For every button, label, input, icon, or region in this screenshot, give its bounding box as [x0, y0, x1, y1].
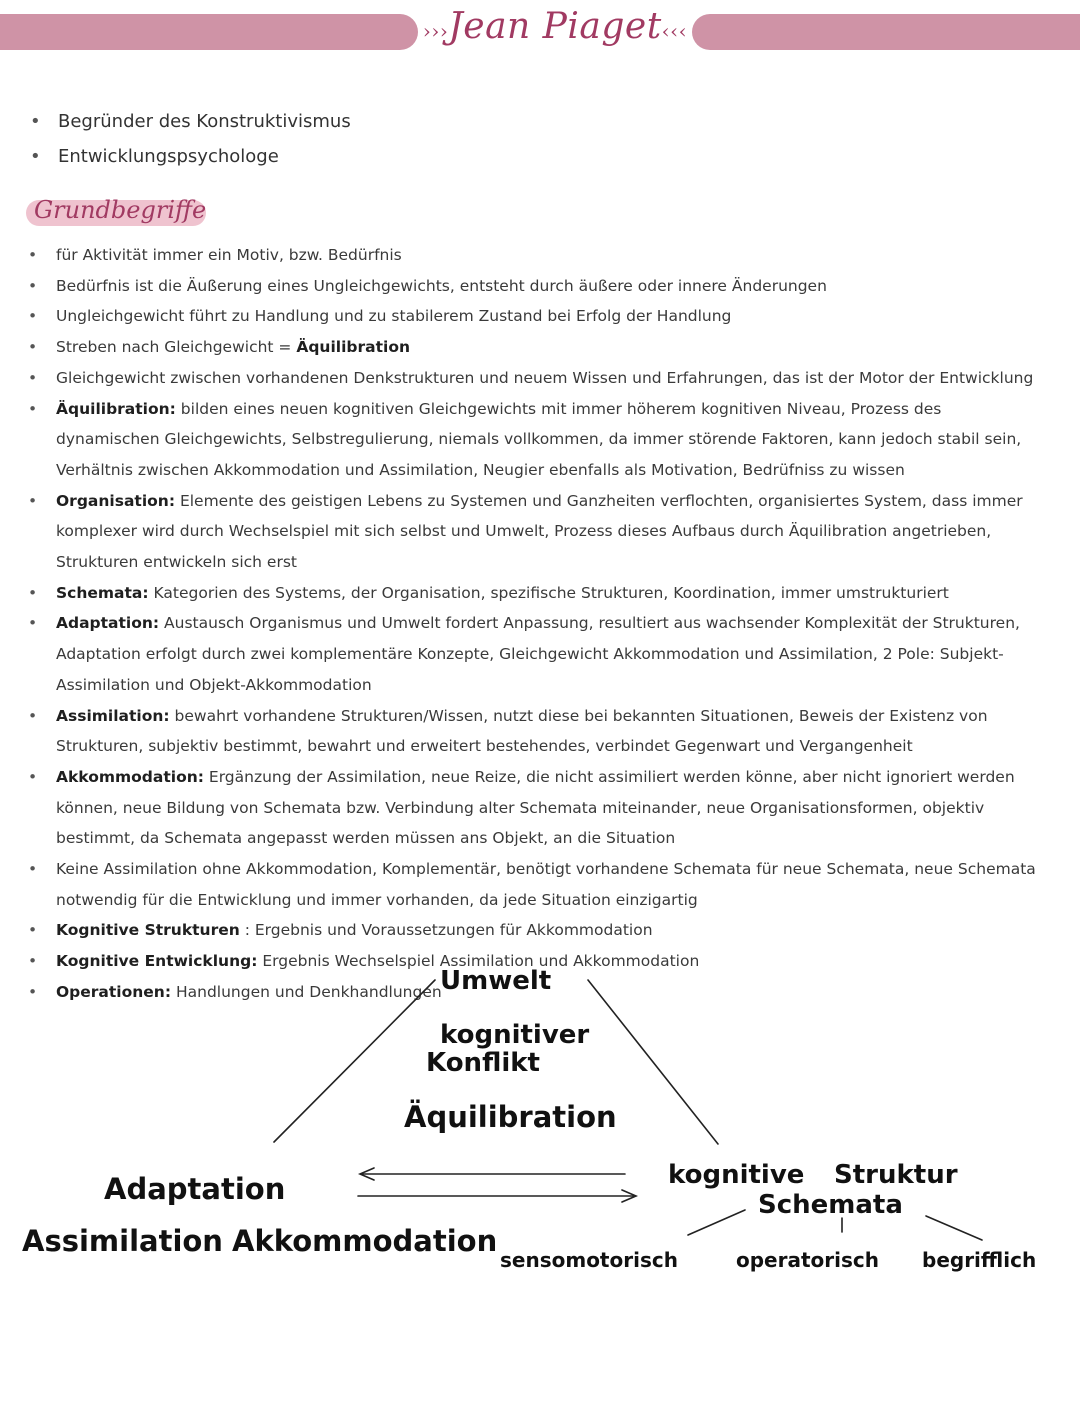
term-text: Elemente des geistigen Lebens zu Systemen und Ganzheiten verflochten, organisiertes System, dass immer komplexer wird durch Wechselspiel mit sich selbst und Umwelt, Prozess dieses Aufbaus durch Äquilibration angetrieben, Strukturen entwickeln sich erst [56, 491, 1023, 572]
intro-item: • Begründer des Konstruktivismus [30, 104, 351, 139]
term-text: Ergebnis Wechselspiel Assimilation und Akkommodation [257, 952, 700, 971]
section-heading: Grundbegriffe [34, 196, 207, 224]
term-item [28, 271, 1048, 302]
term-item [28, 608, 1048, 700]
term-text: bilden eines neuen kognitiven Gleichgewichts mit immer höherem kognitiven Niveau, Prozess des dynamischen Gleichgewichts, Selbstregulierung, niemals vollkommen, da immer störende Faktoren, kann jedoch stabil sein, Verhältnis zwischen Akkommodation und Assimilation, Neugier ebenfalls als Motivation, Bedrüfniss zu wissen [56, 399, 1022, 479]
term-text: Streben nach Gleichgewicht = [56, 338, 297, 357]
terms-list [28, 240, 1048, 1008]
header-banner-left [0, 14, 418, 50]
header-banner-right [692, 14, 1080, 50]
term-item [28, 854, 1048, 915]
term-item [28, 762, 1048, 854]
term-text: : Ergebnis und Voraussetzungen für Akkommodation [239, 921, 653, 940]
term-item [28, 301, 1048, 332]
term-label: Akkommodation: [56, 767, 204, 786]
term-text: Kategorien des Systems, der Organisation, spezifische Strukturen, Koordination, immer umstrukturiert [148, 583, 949, 602]
diagram-left-label: Adaptation [104, 1172, 286, 1206]
term-label: Äquilibration: [56, 399, 176, 418]
term-label: Kognitive Entwicklung: [56, 952, 258, 971]
page-title-text: Jean Piaget [448, 6, 662, 47]
term-item [28, 363, 1048, 394]
chevron-left-decor: ‹‹‹ [661, 19, 688, 43]
term-label: Schemata: [56, 583, 149, 602]
term-text: Ungleichgewicht führt zu Handlung und zu stabilerem Zustand bei Erfolg der Handlung [56, 307, 732, 326]
diagram-branch-1: sensomotorisch [500, 1248, 678, 1272]
diagram-right-label3: Schemata [758, 1190, 903, 1220]
term-item [28, 701, 1048, 762]
term-text: Ergänzung der Assimilation, neue Reize, die nicht assimiliert werden könne, aber nicht ignoriert werden können, neue Bildung von Schemata bzw. Verbindung alter Schemata miteinander, neue Organisationsformen, objektiv bestimmt, da Schemata angepasst werden müssen ans Objekt, an die Situation [56, 767, 1015, 848]
diagram-left-sub2: Akkommodation [232, 1224, 498, 1258]
term-text: für Aktivität immer ein Motiv, bzw. Bedürfnis [56, 246, 402, 264]
diagram-left-sub1: Assimilation [22, 1224, 223, 1258]
term-text: Bedürfnis ist die Äußerung eines Ungleichgewichts, entsteht durch äußere oder innere Änderungen [56, 276, 827, 295]
term-highlight: Äquilibration [296, 338, 411, 357]
piaget-diagram [0, 960, 1080, 1290]
intro-item: • Entwicklungspsychologe [30, 139, 351, 174]
term-label: Operationen: [56, 982, 172, 1001]
page-title [400, 6, 710, 47]
term-text: Austausch Organismus und Umwelt fordert Anpassung, resultiert aus wachsender Komplexität der Strukturen, Adaptation erfolgt durch zwei komplementäre Konzepte, Gleichgewicht Akkommodation und Assimilation, 2 Pole: Subjekt-Assimilation und Objekt-Akkommodation [56, 614, 1020, 694]
diagram-top-label: Umwelt [440, 966, 552, 996]
term-item [28, 486, 1048, 578]
term-label: Organisation: [56, 491, 176, 510]
branch-line-right [926, 1216, 982, 1240]
diagram-center-line2: Konflikt [426, 1048, 540, 1078]
term-item [28, 578, 1048, 609]
term-item [28, 915, 1048, 946]
branch-line-left [688, 1210, 745, 1235]
term-item [28, 332, 1048, 363]
intro-list [30, 104, 351, 174]
diagram-branch-3: begrifflich [922, 1248, 1037, 1272]
term-item [28, 394, 1048, 486]
term-label: Assimilation: [56, 706, 170, 725]
term-text: bewahrt vorhandene Strukturen/Wissen, nutzt diese bei bekannten Situationen, Beweis der Existenz von Strukturen, subjektiv bestimmt, bewahrt und erweitert bestehendes, verbindet Gegenwart und Vergangenheit [56, 706, 988, 756]
term-text: Gleichgewicht zwischen vorhandenen Denkstrukturen und neuem Wissen und Erfahrungen, das ist der Motor der Entwicklung [56, 368, 1034, 387]
diagram-right-label1: kognitive [668, 1160, 805, 1190]
term-label: Adaptation: [56, 614, 160, 633]
diagram-right-label2: Struktur [834, 1160, 958, 1190]
chevron-right-decor: ››› [422, 19, 449, 43]
term-label: Kognitive Strukturen [56, 921, 240, 940]
term-text: Keine Assimilation ohne Akkommodation, Komplementär, benötigt vorhandene Schemata für neue Schemata, neue Schemata notwendig für die Entwicklung und immer vorhanden, da jede Situation einzigartig [56, 860, 1036, 909]
diagram-branch-2: operatorisch [736, 1248, 879, 1272]
diagram-center-line3: Äquilibration [404, 1100, 617, 1134]
diagram-center-line1: kognitiver [440, 1020, 590, 1050]
term-item [28, 240, 1048, 271]
term-text: Handlungen und Denkhandlungen [171, 982, 442, 1001]
